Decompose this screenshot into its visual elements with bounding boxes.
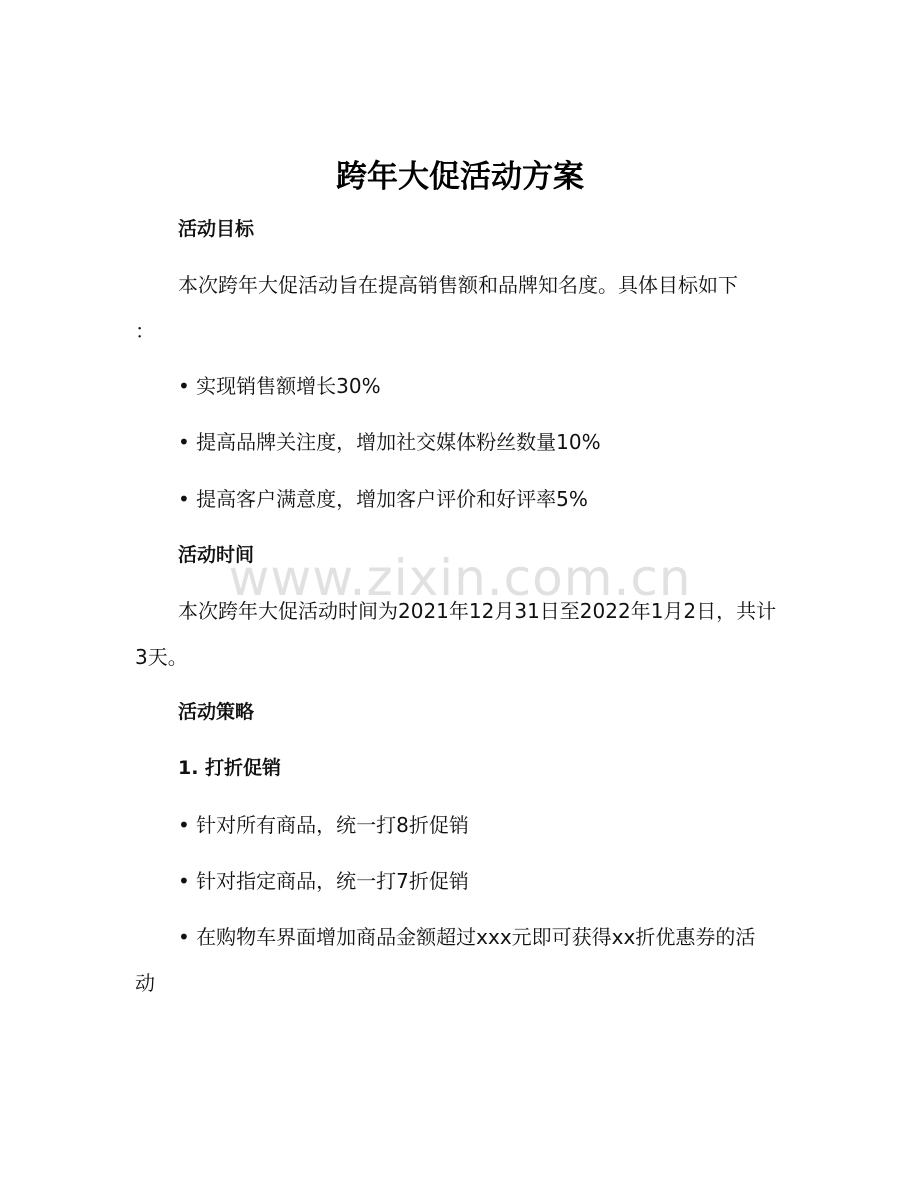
watermark: www.zixin.com.cn	[228, 549, 692, 607]
page-title: 跨年大促活动方案	[336, 159, 584, 195]
goal-bullet-sales: • 实现销售额增长30%	[178, 374, 381, 398]
goal-bullet-satisfaction: • 提高客户满意度，增加客户评价和好评率5%	[178, 487, 588, 511]
time-description-line-continued: 3天。	[135, 645, 188, 669]
goal-bullet-brand: • 提高品牌关注度，增加社交媒体粉丝数量10%	[178, 430, 601, 454]
goals-intro-line: 本次跨年大促活动旨在提高销售额和品牌知名度。具体目标如下	[178, 273, 738, 297]
section-heading-goals: 活动目标	[178, 218, 255, 240]
section-heading-time: 活动时间	[178, 544, 255, 566]
strategy-subheading-discount: 1. 打折促销	[178, 757, 282, 779]
strategy-bullet-selected-products: • 针对指定商品，统一打7折促销	[178, 869, 469, 893]
section-heading-strategy: 活动策略	[178, 701, 255, 723]
goals-intro-line-continued: ：	[135, 319, 155, 343]
strategy-bullet-all-products: • 针对所有商品，统一打8折促销	[178, 813, 469, 837]
time-description-line: 本次跨年大促活动时间为2021年12月31日至2022年1月2日，共计	[178, 599, 777, 623]
strategy-bullet-coupon: • 在购物车界面增加商品金额超过xxx元即可获得xx折优惠券的活	[178, 925, 756, 949]
strategy-bullet-coupon-continued: 动	[135, 971, 155, 995]
